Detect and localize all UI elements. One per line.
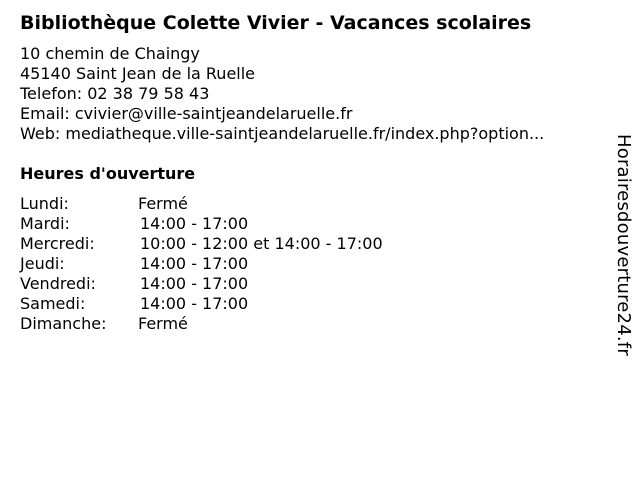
hours-time: 14:00 - 17:00 — [140, 274, 249, 293]
hours-day: Vendredi: — [20, 274, 96, 293]
contact-block — [20, 44, 544, 144]
hours-heading: Heures d'ouverture — [20, 164, 196, 183]
hours-day: Lundi: — [20, 194, 69, 213]
hours-time: 10:00 - 12:00 et 14:00 - 17:00 — [140, 234, 383, 253]
website-link[interactable]: Web: mediatheque.ville-saintjeandelaruelle.fr/index.php?option... — [20, 124, 545, 143]
hours-time: 14:00 - 17:00 — [140, 254, 249, 273]
hours-time: Fermé — [138, 194, 188, 213]
page-title: Bibliothèque Colette Vivier - Vacances scolaires — [20, 12, 532, 34]
hours-day: Dimanche: — [20, 314, 107, 333]
watermark-text: Horairesdouverture24.fr — [613, 134, 634, 356]
hours-time: 14:00 - 17:00 — [140, 294, 249, 313]
watermark — [609, 134, 639, 374]
address-street: 10 chemin de Chaingy — [20, 44, 200, 63]
address-city: 45140 Saint Jean de la Ruelle — [20, 64, 256, 83]
hours-day: Jeudi: — [20, 254, 65, 273]
hours-day: Samedi: — [20, 294, 86, 313]
email-address: Email: cvivier@ville-saintjeandelaruelle.fr — [20, 104, 353, 123]
hours-time: 14:00 - 17:00 — [140, 214, 249, 233]
hours-day: Mercredi: — [20, 234, 95, 253]
phone-number: Telefon: 02 38 79 58 43 — [20, 84, 210, 103]
hours-time: Fermé — [138, 314, 188, 333]
hours-day: Mardi: — [20, 214, 70, 233]
